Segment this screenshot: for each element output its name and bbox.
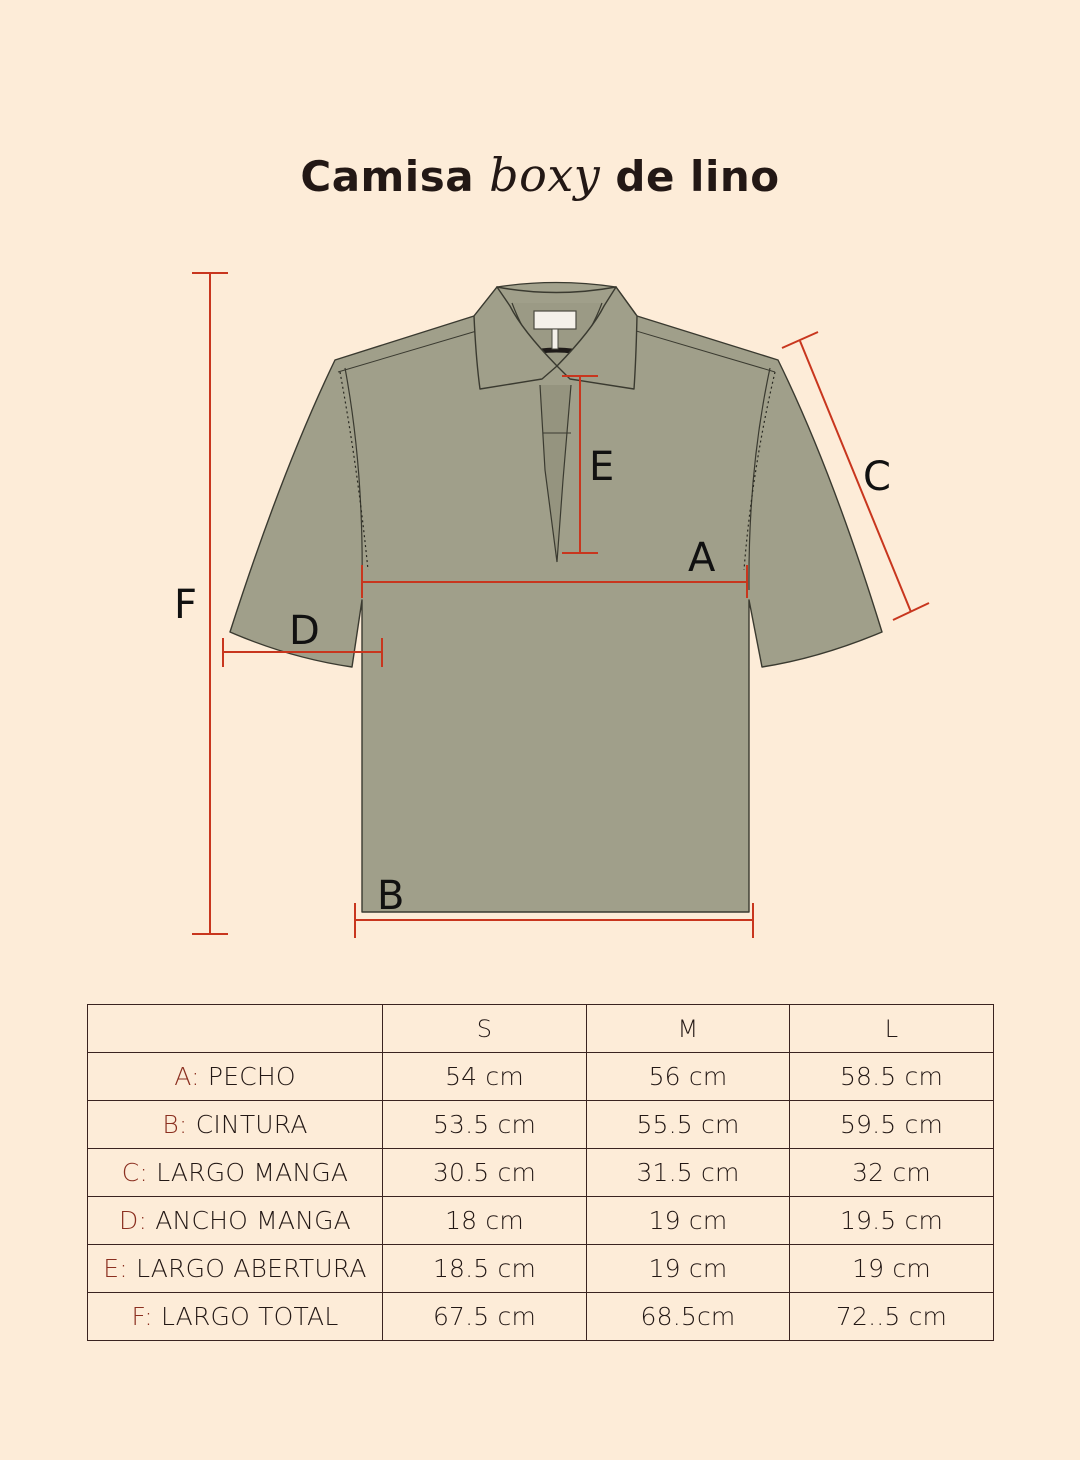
header-size-s: S [383,1005,587,1053]
row-label: F: LARGO TOTAL [88,1293,383,1341]
table-header-row [88,1005,994,1053]
cell-m: 55.5 cm [587,1101,790,1149]
row-letter: E [103,1254,120,1283]
size-table [87,1004,994,1341]
row-letter: D [119,1206,139,1235]
row-label: D: ANCHO MANGA [88,1197,383,1245]
brand-tag-icon [534,311,576,329]
label-e: E [589,444,615,490]
cell-m: 56 cm [587,1053,790,1101]
table-row [88,1149,994,1197]
cell-s: 67.5 cm [383,1293,587,1341]
cell-l: 19 cm [790,1245,994,1293]
row-letter: C [121,1158,140,1187]
row-label-text: PECHO [207,1062,296,1091]
row-label: E: LARGO ABERTURA [88,1245,383,1293]
label-b: B [377,873,405,919]
label-d: D [289,608,320,654]
table-row [88,1101,994,1149]
cell-s: 18.5 cm [383,1245,587,1293]
table-row [88,1245,994,1293]
label-a: A [688,535,716,581]
row-letter: A [174,1062,192,1091]
row-letter: F [131,1302,145,1331]
row-label: C: LARGO MANGA [88,1149,383,1197]
cell-s: 30.5 cm [383,1149,587,1197]
row-label-text: LARGO MANGA [156,1158,349,1187]
row-label-text: ANCHO MANGA [155,1206,351,1235]
label-f: F [174,582,198,628]
row-label-text: LARGO ABERTURA [136,1254,367,1283]
cell-l: 59.5 cm [790,1101,994,1149]
row-label-text: CINTURA [195,1110,308,1139]
header-empty [88,1005,383,1053]
row-label: A: PECHO [88,1053,383,1101]
shirt-body [230,287,882,912]
table-row [88,1293,994,1341]
cell-s: 54 cm [383,1053,587,1101]
cell-m: 68.5cm [587,1293,790,1341]
cell-m: 19 cm [587,1197,790,1245]
cell-l: 32 cm [790,1149,994,1197]
cell-l: 58.5 cm [790,1053,994,1101]
tag-stem [552,329,558,349]
row-label-text: LARGO TOTAL [160,1302,339,1331]
label-c: C [863,454,891,500]
header-size-l: L [790,1005,994,1053]
table-row [88,1053,994,1101]
cell-m: 19 cm [587,1245,790,1293]
row-letter: B [162,1110,179,1139]
cell-s: 18 cm [383,1197,587,1245]
title-part1: Camisa [300,152,475,201]
cell-l: 19.5 cm [790,1197,994,1245]
measure-c-bottom-tick [893,603,929,620]
title-italic: boxy [489,148,601,202]
table-row [88,1197,994,1245]
title-part2: de lino [615,152,780,201]
header-size-m: M [587,1005,790,1053]
cell-l: 72..5 cm [790,1293,994,1341]
cell-m: 31.5 cm [587,1149,790,1197]
measure-c-top-tick [782,332,818,348]
row-label: B: CINTURA [88,1101,383,1149]
cell-s: 53.5 cm [383,1101,587,1149]
